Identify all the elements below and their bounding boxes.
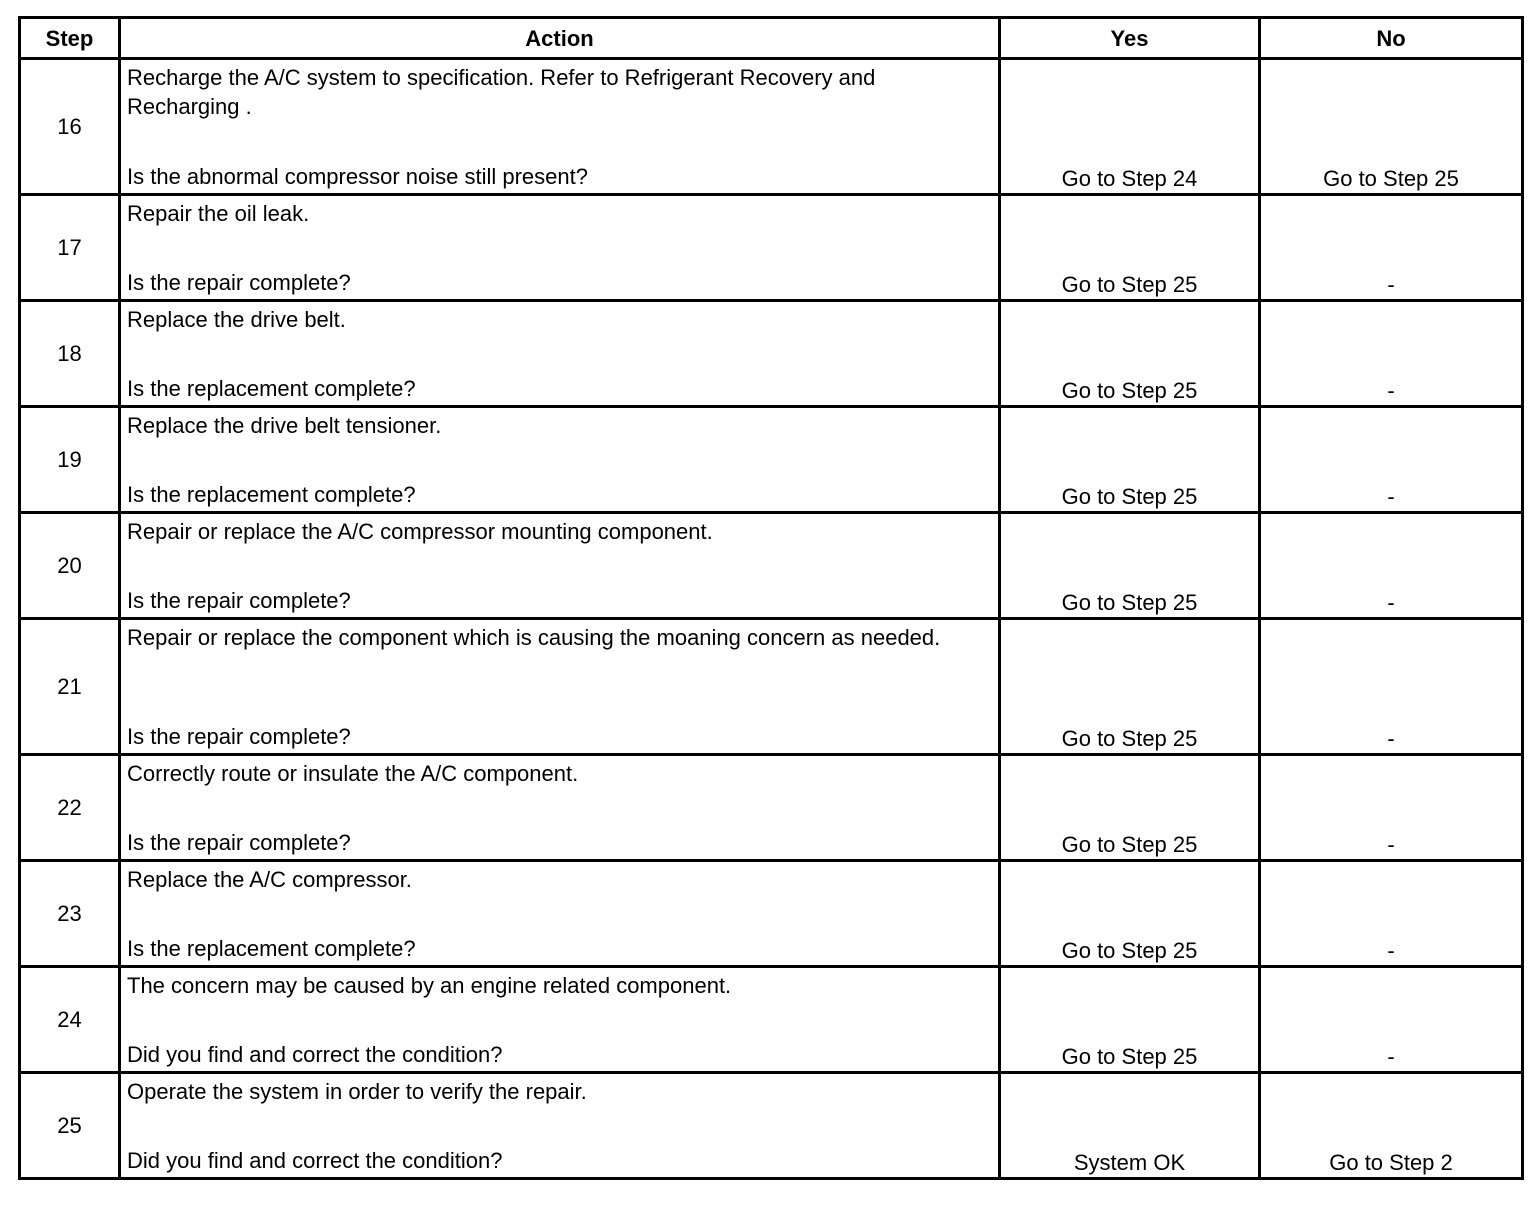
header-action: Action xyxy=(120,18,1000,59)
table-row xyxy=(20,967,1523,1073)
step-number: 24 xyxy=(20,967,120,1073)
action-cell xyxy=(120,407,1000,513)
no-outcome: - xyxy=(1260,619,1523,755)
step-number: 16 xyxy=(20,59,120,195)
no-outcome: - xyxy=(1260,513,1523,619)
action-cell xyxy=(120,967,1000,1073)
step-number: 19 xyxy=(20,407,120,513)
header-step: Step xyxy=(20,18,120,59)
yes-outcome: System OK xyxy=(1000,1073,1260,1179)
action-cell xyxy=(120,513,1000,619)
yes-outcome: Go to Step 25 xyxy=(1000,407,1260,513)
action-question: Is the repair complete? xyxy=(127,270,351,295)
action-question: Is the replacement complete? xyxy=(127,482,416,507)
no-outcome: - xyxy=(1260,301,1523,407)
table-row xyxy=(20,407,1523,513)
no-outcome: Go to Step 2 xyxy=(1260,1073,1523,1179)
step-number: 17 xyxy=(20,195,120,301)
action-cell xyxy=(120,195,1000,301)
action-instruction: Repair the oil leak. xyxy=(127,201,310,226)
action-cell xyxy=(120,1073,1000,1179)
yes-outcome: Go to Step 25 xyxy=(1000,967,1260,1073)
action-question: Did you find and correct the condition? xyxy=(127,1042,503,1067)
action-question: Is the repair complete? xyxy=(127,724,351,749)
action-cell xyxy=(120,301,1000,407)
action-question: Is the replacement complete? xyxy=(127,936,416,961)
action-instruction: Replace the drive belt tensioner. xyxy=(127,413,442,438)
action-instruction: The concern may be caused by an engine related component. xyxy=(127,973,732,998)
step-number: 20 xyxy=(20,513,120,619)
action-instruction: Correctly route or insulate the A/C component. xyxy=(127,761,579,786)
yes-outcome: Go to Step 24 xyxy=(1000,59,1260,195)
table-row xyxy=(20,59,1523,195)
no-outcome: - xyxy=(1260,755,1523,861)
action-question: Is the repair complete? xyxy=(127,588,351,613)
table-row xyxy=(20,195,1523,301)
table-row xyxy=(20,755,1523,861)
action-instruction: Operate the system in order to verify the repair. xyxy=(127,1079,587,1104)
step-number: 23 xyxy=(20,861,120,967)
table-row xyxy=(20,619,1523,755)
table-row xyxy=(20,301,1523,407)
yes-outcome: Go to Step 25 xyxy=(1000,195,1260,301)
no-outcome: - xyxy=(1260,967,1523,1073)
table-row xyxy=(20,513,1523,619)
action-cell xyxy=(120,59,1000,195)
step-number: 25 xyxy=(20,1073,120,1179)
action-instruction: Replace the A/C compressor. xyxy=(127,867,412,892)
action-question: Is the abnormal compressor noise still present? xyxy=(127,164,588,189)
header-row xyxy=(20,18,1523,59)
step-number: 22 xyxy=(20,755,120,861)
action-instruction: Repair or replace the A/C compressor mounting component. xyxy=(127,519,713,544)
step-number: 18 xyxy=(20,301,120,407)
yes-outcome: Go to Step 25 xyxy=(1000,755,1260,861)
no-outcome: - xyxy=(1260,195,1523,301)
yes-outcome: Go to Step 25 xyxy=(1000,619,1260,755)
step-number: 21 xyxy=(20,619,120,755)
action-cell xyxy=(120,861,1000,967)
action-cell xyxy=(120,755,1000,861)
table-row xyxy=(20,1073,1523,1179)
no-outcome: - xyxy=(1260,861,1523,967)
header-yes: Yes xyxy=(1000,18,1260,59)
diagnostic-steps-table xyxy=(18,16,1524,1180)
action-instruction: Recharge the A/C system to specification. Refer to Refrigerant Recovery and Recharging . xyxy=(127,65,876,119)
action-instruction: Replace the drive belt. xyxy=(127,307,346,332)
no-outcome: - xyxy=(1260,407,1523,513)
table-row xyxy=(20,861,1523,967)
header-no: No xyxy=(1260,18,1523,59)
action-question: Is the repair complete? xyxy=(127,830,351,855)
action-question: Is the replacement complete? xyxy=(127,376,416,401)
yes-outcome: Go to Step 25 xyxy=(1000,861,1260,967)
no-outcome: Go to Step 25 xyxy=(1260,59,1523,195)
yes-outcome: Go to Step 25 xyxy=(1000,513,1260,619)
action-instruction: Repair or replace the component which is causing the moaning concern as needed. xyxy=(127,625,941,650)
action-question: Did you find and correct the condition? xyxy=(127,1148,503,1173)
action-cell xyxy=(120,619,1000,755)
yes-outcome: Go to Step 25 xyxy=(1000,301,1260,407)
